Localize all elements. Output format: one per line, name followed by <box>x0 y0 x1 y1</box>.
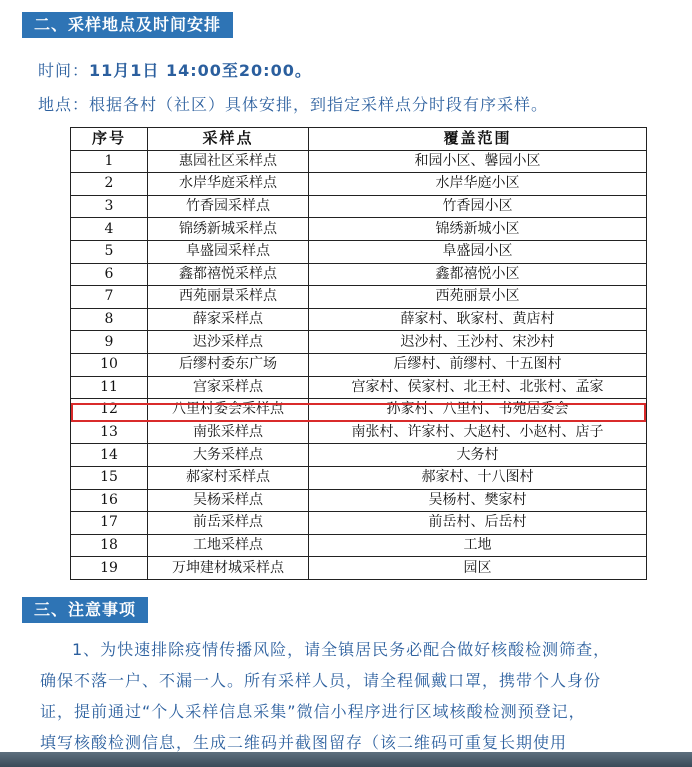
row-coverage-cell: 前岳村、后岳村 <box>309 512 647 535</box>
row-coverage-cell: 工地 <box>309 534 647 557</box>
time-label: 时间： <box>38 61 90 80</box>
notice-line-2: 确保不落一户、不漏一人。所有采样人员，请全程佩戴口罩，携带个人身份 <box>40 671 602 690</box>
notice-paragraph <box>40 634 676 758</box>
row-coverage-cell: 西苑丽景小区 <box>309 286 647 309</box>
row-site-cell: 郝家村采样点 <box>148 466 309 489</box>
row-coverage-cell: 和园小区、馨园小区 <box>309 150 647 173</box>
row-index-cell: 18 <box>71 534 148 557</box>
row-coverage-cell: 迟沙村、王沙村、宋沙村 <box>309 331 647 354</box>
row-site-cell: 后缪村委东广场 <box>148 353 309 376</box>
row-index-cell: 16 <box>71 489 148 512</box>
table-row <box>71 263 647 286</box>
row-index-cell: 4 <box>71 218 148 241</box>
row-site-cell: 八里村委会采样点 <box>148 399 309 422</box>
row-site-cell: 大务采样点 <box>148 444 309 467</box>
row-index-cell: 10 <box>71 353 148 376</box>
row-site-cell: 惠园社区采样点 <box>148 150 309 173</box>
row-site-cell: 薛家采样点 <box>148 308 309 331</box>
row-index-cell: 7 <box>71 286 148 309</box>
row-index-cell: 8 <box>71 308 148 331</box>
row-index-cell: 1 <box>71 150 148 173</box>
row-coverage-cell: 后缪村、前缪村、十五图村 <box>309 353 647 376</box>
row-index-cell: 3 <box>71 195 148 218</box>
row-site-cell: 竹香园采样点 <box>148 195 309 218</box>
row-index-cell: 14 <box>71 444 148 467</box>
row-index-cell: 5 <box>71 240 148 263</box>
header-index: 序号 <box>71 128 148 151</box>
sampling-sites-table <box>70 127 647 580</box>
row-coverage-cell: 水岸华庭小区 <box>309 173 647 196</box>
table-row <box>71 195 647 218</box>
row-coverage-cell: 薛家村、耿家村、黄店村 <box>309 308 647 331</box>
row-coverage-cell: 吴杨村、樊家村 <box>309 489 647 512</box>
time-value: 11月1日 14:00至20:00。 <box>89 61 312 80</box>
header-coverage: 覆盖范围 <box>309 128 647 151</box>
time-line <box>38 58 312 81</box>
row-site-cell: 西苑丽景采样点 <box>148 286 309 309</box>
row-coverage-cell: 竹香园小区 <box>309 195 647 218</box>
row-site-cell: 宫家采样点 <box>148 376 309 399</box>
table-row <box>71 534 647 557</box>
row-site-cell: 水岸华庭采样点 <box>148 173 309 196</box>
row-site-cell: 吴杨采样点 <box>148 489 309 512</box>
row-index-cell: 17 <box>71 512 148 535</box>
row-index-cell: 9 <box>71 331 148 354</box>
row-coverage-cell: 宫家村、侯家村、北王村、北张村、孟家 <box>309 376 647 399</box>
section-2-title: 二、采样地点及时间安排 <box>22 12 233 38</box>
table-row <box>71 286 647 309</box>
notice-line-4: 填写核酸检测信息，生成二维码并截图留存（该二维码可重复长期使用 <box>40 733 568 752</box>
place-value: 根据各村（社区）具体安排，到指定采样点分时段有序采样。 <box>89 95 549 114</box>
table-row <box>71 331 647 354</box>
row-coverage-cell: 南张村、许家村、大赵村、小赵村、店子 <box>309 421 647 444</box>
row-site-cell: 前岳采样点 <box>148 512 309 535</box>
row-coverage-cell: 阜盛园小区 <box>309 240 647 263</box>
table-row <box>71 173 647 196</box>
bottom-bar <box>0 752 692 767</box>
table-row <box>71 376 647 399</box>
row-index-cell: 6 <box>71 263 148 286</box>
table-row <box>71 512 647 535</box>
row-coverage-cell: 锦绣新城小区 <box>309 218 647 241</box>
row-site-cell: 阜盛园采样点 <box>148 240 309 263</box>
place-label: 地点： <box>38 95 90 114</box>
table-row <box>71 240 647 263</box>
row-index-cell: 12 <box>71 399 148 422</box>
table-row <box>71 218 647 241</box>
row-site-cell: 迟沙采样点 <box>148 331 309 354</box>
table-row <box>71 308 647 331</box>
row-site-cell: 工地采样点 <box>148 534 309 557</box>
row-index-cell: 13 <box>71 421 148 444</box>
row-coverage-cell: 园区 <box>309 557 647 580</box>
table-row <box>71 150 647 173</box>
row-site-cell: 万坤建材城采样点 <box>148 557 309 580</box>
table-row <box>71 466 647 489</box>
notice-line-3: 证，提前通过“个人采样信息采集”微信小程序进行区域核酸检测预登记， <box>40 702 586 721</box>
table-row <box>71 444 647 467</box>
notice-line-1: 1、为快速排除疫情传播风险，请全镇居民务必配合做好核酸检测筛查， <box>72 640 611 659</box>
row-site-cell: 锦绣新城采样点 <box>148 218 309 241</box>
row-site-cell: 南张采样点 <box>148 421 309 444</box>
row-coverage-cell: 鑫都禧悦小区 <box>309 263 647 286</box>
section-3-title: 三、注意事项 <box>22 597 148 623</box>
row-coverage-cell: 大务村 <box>309 444 647 467</box>
table-row <box>71 557 647 580</box>
table-row <box>71 399 647 422</box>
table-row <box>71 353 647 376</box>
table-row <box>71 489 647 512</box>
row-site-cell: 鑫都禧悦采样点 <box>148 263 309 286</box>
row-coverage-cell: 孙家村、八里村、书苑居委会 <box>309 399 647 422</box>
row-index-cell: 19 <box>71 557 148 580</box>
place-line <box>38 92 548 115</box>
row-index-cell: 2 <box>71 173 148 196</box>
row-index-cell: 15 <box>71 466 148 489</box>
header-site: 采样点 <box>148 128 309 151</box>
table-header-row <box>71 128 647 151</box>
table-row <box>71 421 647 444</box>
row-index-cell: 11 <box>71 376 148 399</box>
row-coverage-cell: 郝家村、十八图村 <box>309 466 647 489</box>
